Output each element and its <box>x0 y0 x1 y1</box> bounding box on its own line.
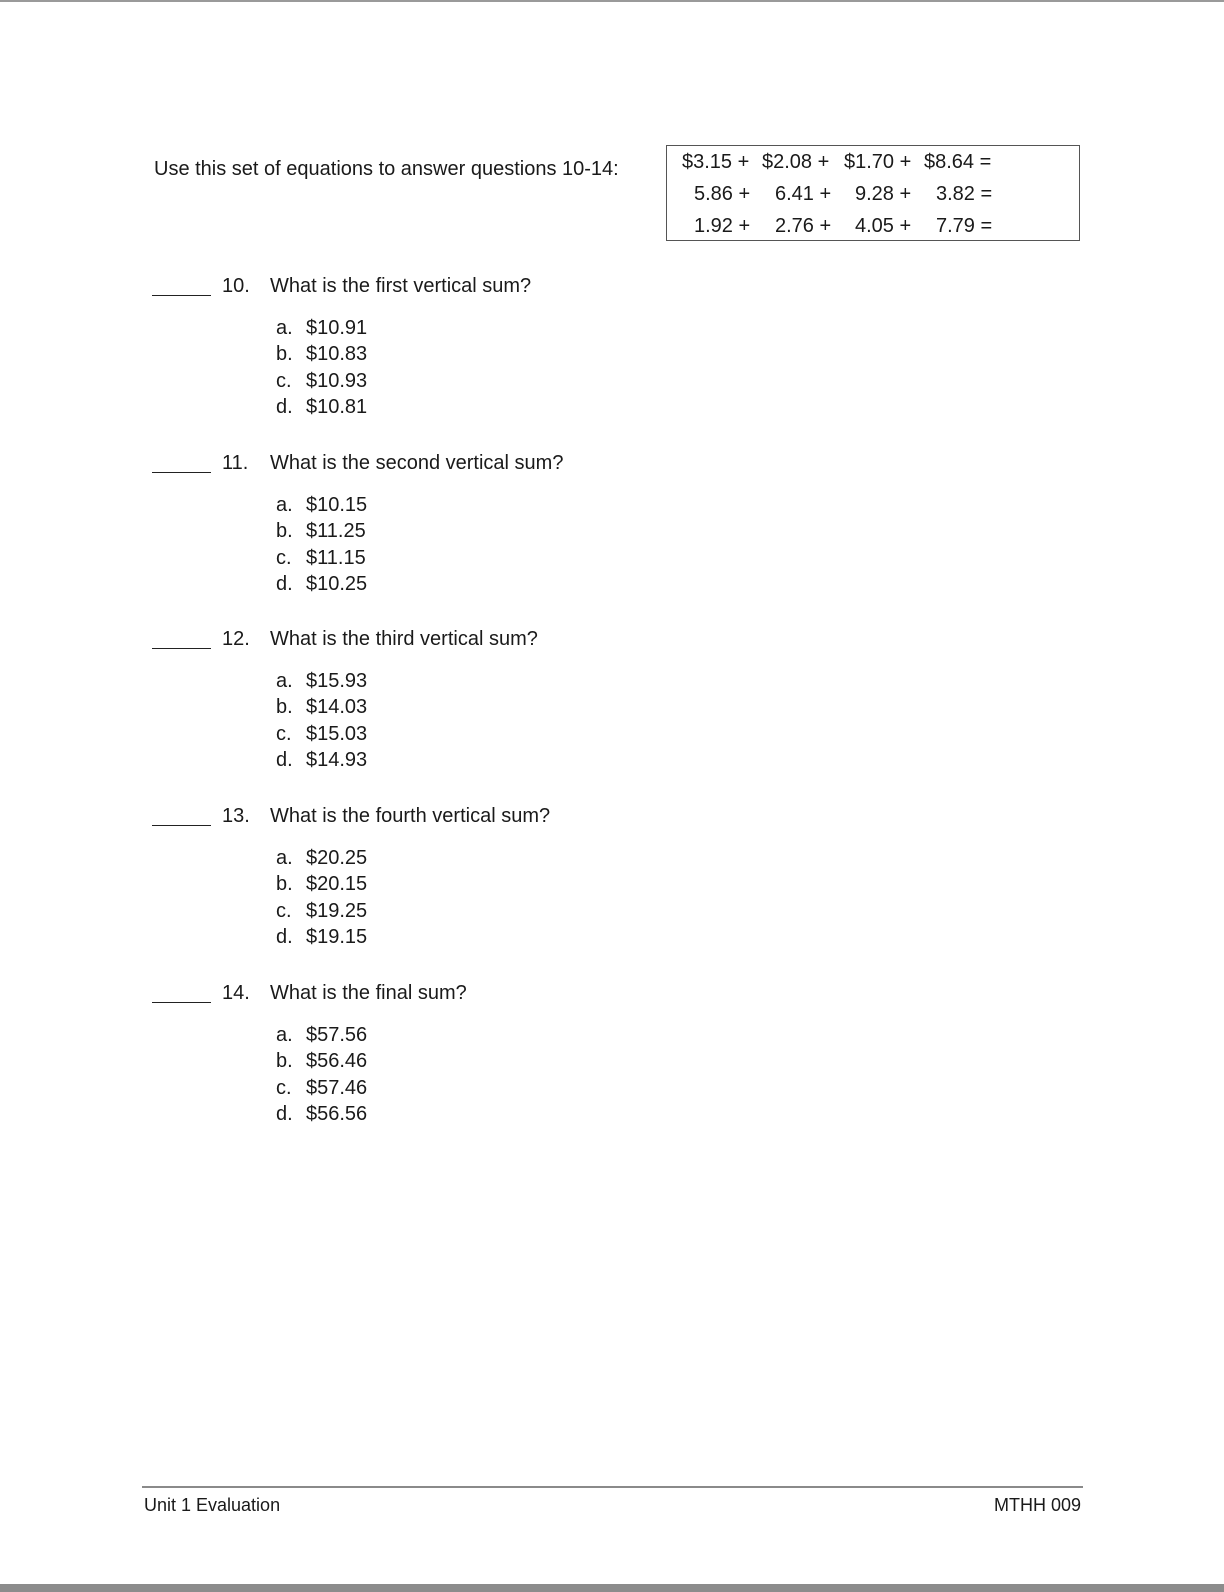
choice-c <box>276 723 367 749</box>
question-number: 11. <box>222 452 249 474</box>
choice-a <box>276 317 367 343</box>
question-number: 12. <box>222 628 250 650</box>
footer-divider <box>142 1486 1083 1488</box>
choice-a <box>276 670 367 696</box>
choice-value: $19.15 <box>306 925 368 948</box>
choice-letter: c. <box>276 1076 292 1099</box>
choice-b <box>276 343 367 369</box>
choice-c <box>276 370 367 396</box>
equation-term: $3.15 + <box>682 151 750 173</box>
choice-letter: b. <box>276 873 293 896</box>
choice-b <box>276 520 367 546</box>
choice-c <box>276 547 367 573</box>
choice-value: $15.03 <box>306 722 368 745</box>
choice-c <box>276 1077 367 1103</box>
equation-term: 4.05 + <box>855 215 912 237</box>
equation-row <box>667 151 1079 175</box>
footer-unit-title: Unit 1 Evaluation <box>144 1495 281 1515</box>
choice-list <box>276 847 367 952</box>
choice-letter: d. <box>276 1102 293 1125</box>
choice-value: $20.15 <box>306 873 368 896</box>
choice-list <box>276 1024 367 1129</box>
choice-letter: d. <box>276 572 293 595</box>
choice-value: $10.25 <box>306 572 368 595</box>
choice-d <box>276 573 367 599</box>
choice-letter: a. <box>276 847 293 869</box>
equation-term: $1.70 + <box>844 151 912 173</box>
choice-letter: a. <box>276 494 293 516</box>
choice-b <box>276 873 367 899</box>
choice-b <box>276 1050 367 1076</box>
answer-blank[interactable] <box>152 825 211 826</box>
choice-value: $10.83 <box>306 343 368 366</box>
instructions-text: Use this set of equations to answer questions 10-14: <box>154 158 619 180</box>
question-number: 13. <box>222 805 250 827</box>
choice-letter: c. <box>276 546 292 569</box>
choice-a <box>276 1024 367 1050</box>
choice-value: $10.15 <box>306 494 368 516</box>
choice-value: $19.25 <box>306 899 368 922</box>
equations-box <box>666 145 1080 241</box>
equation-row <box>667 183 1079 207</box>
question-text: What is the fourth vertical sum? <box>270 805 551 827</box>
equation-term: 2.76 + <box>775 215 832 237</box>
question-text: What is the third vertical sum? <box>270 628 538 650</box>
equation-row <box>667 215 1079 239</box>
choice-letter: c. <box>276 899 292 922</box>
choice-letter: a. <box>276 317 293 339</box>
choice-d <box>276 1103 367 1129</box>
equation-term: 5.86 + <box>694 183 751 205</box>
choice-value: $57.56 <box>306 1024 368 1046</box>
choice-value: $57.46 <box>306 1076 368 1099</box>
answer-blank[interactable] <box>152 1002 211 1003</box>
choice-value: $14.03 <box>306 696 368 719</box>
choice-letter: b. <box>276 1050 293 1073</box>
choice-list <box>276 317 367 422</box>
choice-letter: a. <box>276 1024 293 1046</box>
choice-value: $20.25 <box>306 847 368 869</box>
question-text: What is the first vertical sum? <box>270 275 532 297</box>
choice-value: $14.93 <box>306 748 368 771</box>
choice-value: $10.81 <box>306 395 368 418</box>
choice-letter: c. <box>276 722 292 745</box>
bottom-border <box>0 1584 1224 1592</box>
choice-b <box>276 696 367 722</box>
answer-blank[interactable] <box>152 472 211 473</box>
question-number: 10. <box>222 275 250 297</box>
question-number: 14. <box>222 982 250 1004</box>
choice-list <box>276 670 367 775</box>
choice-value: $56.46 <box>306 1050 368 1073</box>
question-text: What is the second vertical sum? <box>270 452 564 474</box>
equation-term: $2.08 + <box>762 151 830 173</box>
choice-d <box>276 926 367 952</box>
equation-term: 9.28 + <box>855 183 912 205</box>
choice-letter: b. <box>276 343 293 366</box>
choice-letter: c. <box>276 369 292 392</box>
equation-term: 6.41 + <box>775 183 832 205</box>
choice-letter: d. <box>276 748 293 771</box>
choice-letter: b. <box>276 696 293 719</box>
equation-term: 1.92 + <box>694 215 751 237</box>
choice-value: $10.91 <box>306 317 368 339</box>
choice-c <box>276 900 367 926</box>
choice-value: $11.25 <box>306 520 366 543</box>
equation-term: $8.64 = <box>924 151 992 173</box>
choice-a <box>276 847 367 873</box>
choice-d <box>276 749 367 775</box>
answer-blank[interactable] <box>152 648 211 649</box>
choice-value: $56.56 <box>306 1102 368 1125</box>
answer-blank[interactable] <box>152 295 211 296</box>
equation-term: 3.82 = <box>936 183 993 205</box>
choice-letter: b. <box>276 520 293 543</box>
choice-list <box>276 494 367 599</box>
choice-d <box>276 396 367 422</box>
footer-course-code: MTHH 009 <box>993 1495 1081 1515</box>
equation-term: 7.79 = <box>936 215 993 237</box>
choice-letter: a. <box>276 670 293 692</box>
question-text: What is the final sum? <box>270 982 467 1004</box>
choice-value: $11.15 <box>306 546 366 569</box>
choice-value: $15.93 <box>306 670 368 692</box>
choice-value: $10.93 <box>306 369 368 392</box>
choice-letter: d. <box>276 395 293 418</box>
top-border <box>0 0 1224 2</box>
choice-a <box>276 494 367 520</box>
choice-letter: d. <box>276 925 293 948</box>
